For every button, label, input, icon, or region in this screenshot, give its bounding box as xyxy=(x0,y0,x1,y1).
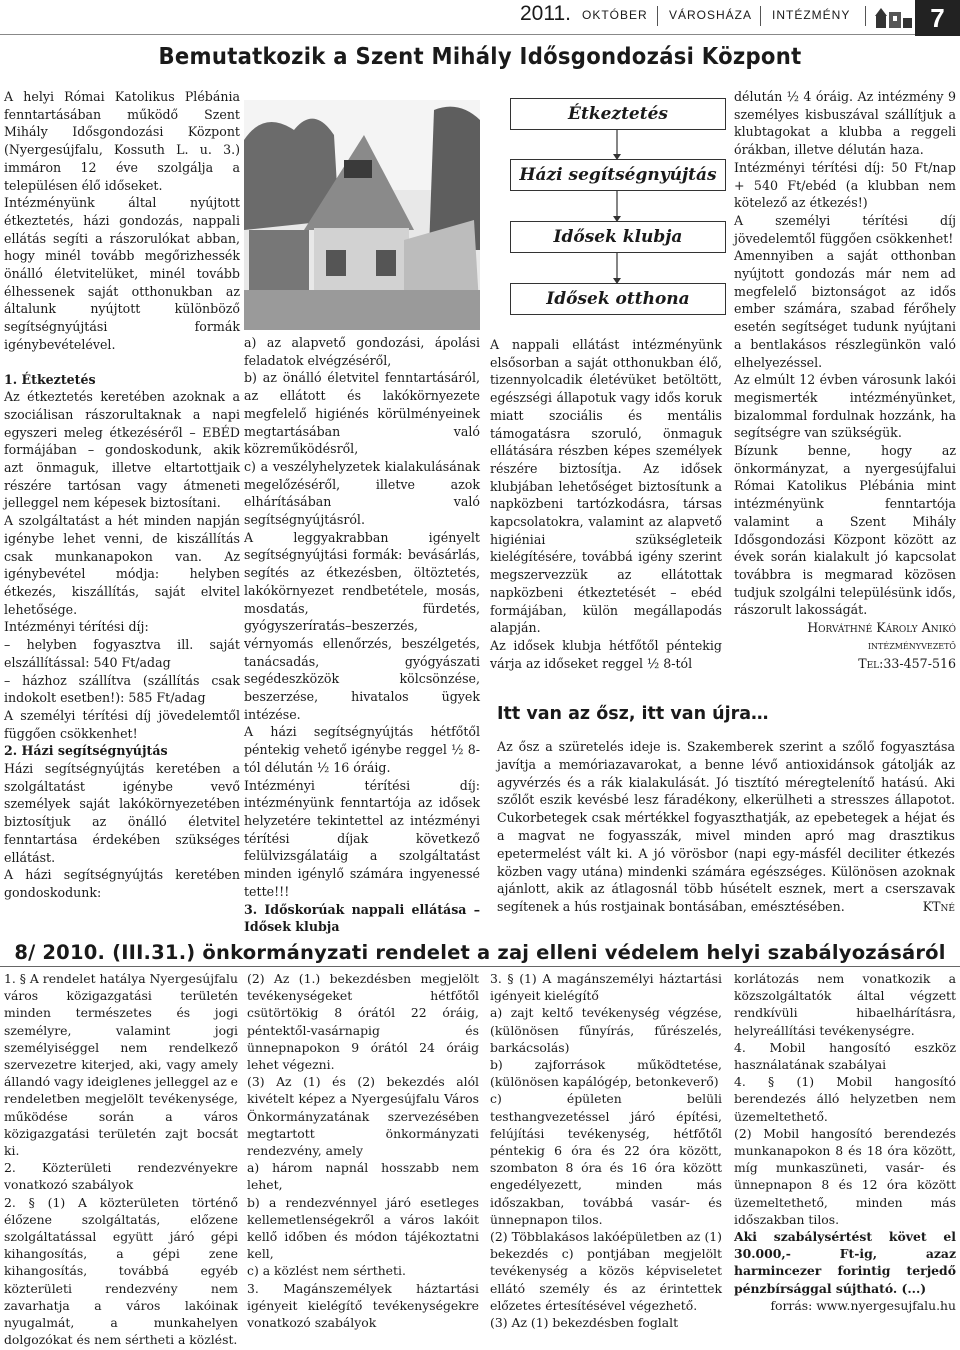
paragraph: b) a rendezvénnyel járó esetleges kellemetlenségekről a város lakóit kellő időben és módon tájékoztatni kell, xyxy=(247,1194,479,1262)
section-heading-klub: 3. Időskorúak nappali ellátása – Idősek klubja xyxy=(244,901,480,935)
paragraph: A leggyakrabban igényelt segítségnyújtási formák: bevásárlás, segítés az étkezésben, öltöztetés, lakókörnyezet rendbetétele, mosás, mosdatás, fürdetés, gyógyszeríratás–beszerzés, vérnyomás ellenőrzés, beszélgetés, tanácsadás, gyógyászati segédeszközök kölcsönzése, beszerzése, hivatalos ügyek intézése. xyxy=(244,529,480,722)
paragraph: 2. § (1) A közterületen történő élőzene szolgáltatás, előzene szolgáltatással együtt járó gépi kihangosítás, a gépi zene kihangosítás, továbbá egyéb közterületi rendezvény nem zavarhatja a város lakóinak nyugalmát, a munkahelyen dolgozókat és nem sértheti a közlést. xyxy=(4,1194,238,1348)
signature-role: intézményvezető xyxy=(867,638,956,652)
flow-box-klub: Idősek klubja xyxy=(510,221,726,253)
regulation-title: 8/ 2010. (III.31.) önkormányzati rendelet a zaj elleni védelem helyi szabályozásáról xyxy=(14,941,946,964)
paragraph: (3) Az (1) bekezdésben foglalt xyxy=(490,1315,679,1331)
signature-tel: Tel:33-457-516 xyxy=(858,655,956,671)
building-photo xyxy=(244,100,480,330)
paragraph: Intézményi térítési díj: intézményünk fenntartója az idősek helyzetére tekintettel az intézményi térítési díjak következő felülvizsgálatáig a szolgáltatást minden igénylő számára ingyenessé tette!!! xyxy=(244,777,480,899)
header-divider xyxy=(865,6,866,26)
paragraph: 3. § (1) A magánszemélyi háztartási igényeit kielégítő xyxy=(490,971,722,1004)
section-rule xyxy=(0,966,960,967)
paragraph: (2) Mobil hangosító berendezés munkanapokon 8 és 18 óra között, míg munkaszüneti, vasár- és ünnepnapon 8 és 12 óra között üzemeltethető, minden más időszakban tilos. xyxy=(734,1125,956,1227)
paragraph: Az elmúlt 12 évben városunk lakói megismerték intézményünket, bizalommal fordulnak hozzánk, ha segítségre van szükségük. xyxy=(734,372,956,441)
header-section-intezmeny: INTÉZMÉNY xyxy=(772,8,851,22)
sidebox-title: Itt van az ősz, itt van újra… xyxy=(497,704,769,724)
paragraph: 4. Mobil hangosító eszköz használatának szabályai xyxy=(734,1039,956,1073)
paragraph: Bízunk benne, hogy az önkormányzat, a nyergesújfalui Római Katolikus Plébánia mint intézményünk fenntartója valamint a Szent Mihály Idősgondozási Központ között az évek során kialakult jó kapcsolat továbbra is megmarad közösen tudjuk szolgálni településünk idős, rászorult lakosságát. xyxy=(734,443,956,618)
sidebox-body: Az ősz a szüretelés ideje is. Szakemberek szerint a szőlő fogyasztása javítja a memóriazavarokat, a benne lévő antioxidánsok gátolják az agyvérzés és a rák kialakulását. Jó tisztító méregtelenítő hatású. Aki szőlőt eszik kevésbé lesz fáradékony, elkerülheti a stresszes állapotot. Cukorbetegek csak mértékkel fogyaszthatják, az epebetegek a héjat és a magvat ne fogyasszák, mivel minden apró mag drasztikus epetermelést vált ki. A jó vörösbor (napi egy-másfél deciliter étkezés közben vagy utána) mindenki számára egészséges. Különösen azoknak ajánlott, akik az átlagosnál több húsételt esznek, mert a cserszavak segítenek a hús rostjainak bontásában, emésztésében. xyxy=(497,739,955,915)
paragraph: 4. § (1) Mobil hangosító berendezés álló helyzetben nem üzemeltethető. xyxy=(734,1074,956,1124)
regulation-column-2 xyxy=(247,970,479,1331)
header-rule xyxy=(0,34,915,35)
services-flow-diagram xyxy=(504,90,730,330)
paragraph: (2) Többlakásos lakóépületben az (1) bekezdés c) pontjában megjelölt tevékenység a közös képviseletet ellátó személy és az érintettek előzetes értesítésével végezhető. xyxy=(490,1229,722,1313)
paragraph: 2. Közterületi rendezvényekre vonatkozó szabályok xyxy=(4,1160,238,1193)
regulation-column-4 xyxy=(734,970,956,1314)
paragraph: A személyi térítési díj jövedelemtől függően csökkenhet! xyxy=(734,212,956,246)
paragraph: korlátozás nem vonatkozik a közszolgáltatók által végzett rendkívüli hibaelhárításra, helyreállítási tevékenységre. xyxy=(734,971,956,1038)
sidebox-signature: KTné xyxy=(922,899,955,915)
page-number: 7 xyxy=(915,0,960,36)
paragraph: a) az alapvető gondozási, ápolási feladatok elvégzéséről, xyxy=(244,335,480,368)
paragraph: Intézményi térítési díj: 50 Ft/nap + 540 Ft/ebéd (a klubban nem kötelező az étkezés!) xyxy=(734,159,956,211)
flow-box-hazi: Házi segítségnyújtás xyxy=(510,159,726,191)
paragraph: – helyben fogyasztva ill. saját elszállítással: 540 Ft/adag xyxy=(4,637,240,670)
paragraph: A nappali ellátást intézményünk elsősorban a saját otthonukban élő, tizennyolcadik életévüket betöltött, egészségi állapotuk vagy idős koruk miatt szociális és mentális támogatásra szoruló, önmaguk ellátására részben képes személyek részére biztosítja. Az idősek klubjában lehetőséget biztosítunk a napközbeni tartózkodásra, társas kapcsolatokra, valamint az alapvető higiéniai szükségleteik kielégítésére, továbbá igény szerint megszervezzük az ellátottak napközbeni étkeztetését – ebéd formájában, külön megállapodás alapján. xyxy=(490,337,722,636)
penalty-note: Aki szabálysértést követ el 30.000,- Ft-ig, azaz harmincezer forintig terjedő pénzbírsággal sújtható. (...) xyxy=(734,1229,956,1296)
paragraph: 3. Magánszemélyek háztartási igényeit kielégítő tevékenységekre vonatkozó szabályok xyxy=(247,1280,479,1331)
paragraph: A házi segítségnyújtás keretében gondoskodunk: xyxy=(4,867,240,900)
town-logo-icon xyxy=(874,2,914,30)
header-year: 2011. xyxy=(520,2,571,25)
article-column-4 xyxy=(734,88,956,672)
article-column-1 xyxy=(4,88,240,902)
paragraph: A személyi térítési díj jövedelemtől függően csökkenhet! xyxy=(4,707,240,741)
paragraph: b) az önálló életvitel fenntartásáról, az ellátott és lakókörnyezete megfelelő higiénés körülményeinek megtartásában való közreműködésről, xyxy=(244,370,480,457)
signature-name: Horváthné Károly Anikó xyxy=(807,620,956,636)
source-link[interactable]: forrás: www.nyergesujfalu.hu xyxy=(770,1297,956,1313)
paragraph: a) három napnál hosszabb nem lehet, xyxy=(247,1160,479,1193)
paragraph: Az idősek klubja hétfőtől péntekig várja az időseket reggel ½ 8-tól xyxy=(490,637,722,671)
paragraph: a) zajt keltő tevékenység végzése, (különösen fűnyírás, fűrészelés, barkácsolás) xyxy=(490,1005,722,1055)
paragraph: b) zajforrások működtetése, (különösen kapálógép, betonkeverő) xyxy=(490,1057,722,1090)
paragraph: délután ½ 4 óráig. Az intézmény 9 személyes kisbuszával szállítjuk a klubtagokat a klubba a reggeli órákban, illetve délután haza. xyxy=(734,89,956,158)
header-divider xyxy=(760,6,761,26)
paragraph: Intézményi térítési díj: xyxy=(4,619,149,635)
paragraph: Házi segítségnyújtás keretében a szolgáltatást igénybe vevő személyek saját lakókörnyezetében biztosítjuk az önálló életvitel fenntartása érdekében szükséges ellátást. xyxy=(4,761,240,865)
header-section-varoshaza: VÁROSHÁZA xyxy=(669,8,753,22)
paragraph: Az étkeztetés keretében azoknak a szociálisan rászorultaknak a napi egyszeri meleg étkezéséről – EBÉD formájában – gondoskodunk, akik azt önmaguk, illetve eltartottjaik részére tartósan vagy átmeneti jelleggel nem képesek biztosítani. xyxy=(4,389,240,511)
regulation-column-1 xyxy=(4,970,238,1348)
flow-box-otthon: Idősek otthona xyxy=(510,283,726,315)
header-month: OKTÓBER xyxy=(582,8,648,22)
section-heading-etkeztetes: 1. Étkeztetés xyxy=(4,371,96,387)
paragraph: Amennyiben a saját otthonban nyújtott gondozás már nem ad megfelelő biztonságot az idős ember számára, szabad férőhely esetén segítséget tudunk nyújtani a bentlakásos részlegünkön való elhelyezéssel. xyxy=(734,248,956,370)
paragraph: A helyi Római Katolikus Plébánia fenntartásában működő Szent Mihály Idősgondozási Központ (Nyergesújfalu, Kossuth L. u. 3.) immáron 12 éve szolgálja a településen élő időseket. xyxy=(4,89,240,193)
paragraph: A házi segítségnyújtás hétfőtől péntekig vehető igénybe reggel ½ 8-tól délután ½ 16 óráig. xyxy=(244,724,480,775)
paragraph: (3) Az (1) és (2) bekezdés alól kivételt képez a Nyergesújfalu Város Önkormányzatának szervezésében megtartott önkormányzati rendezvény, amely xyxy=(247,1074,479,1159)
page-header xyxy=(0,0,960,40)
article-title: Bemutatkozik a Szent Mihály Idősgondozási Központ xyxy=(158,44,802,70)
paragraph: c) épületen belüli testhangvezetéssel járó építési, felújítási tevékenység, hétfőtől péntekig 6 óra és 22 óra között, szombaton 8 óra és 16 óra között engedélyezett, minden más időszakban, továbbá vasár- és ünnepnapon tilos. xyxy=(490,1091,722,1227)
regulation-column-3 xyxy=(490,970,722,1331)
section-heading-hazi: 2. Házi segítségnyújtás xyxy=(4,743,168,759)
paragraph: Intézményünk által nyújtott étkeztetés, házi gondozás, nappali ellátás segíti a rászorulókat abban, hogy minél tovább megőrizhessék önálló életvitelüket, minél tovább élhessenek saját otthonukban az általunk nyújtott különböző segítségnyújtási formák igénybevételével. xyxy=(4,195,240,352)
paragraph: A szolgáltatást a hét minden napján igénybe lehet venni, de kiszállítás csak munkanapokon van. Az igénybevétel módja: helyben étkezés, kiszállítás, saját elvitel lehetősége. xyxy=(4,513,240,617)
article-column-2 xyxy=(244,334,480,936)
article-column-3 xyxy=(490,336,722,672)
paragraph: c) a közlést nem sértheti. xyxy=(247,1263,406,1279)
header-divider xyxy=(657,6,658,26)
flow-box-etkeztetes: Étkeztetés xyxy=(510,98,726,130)
paragraph: – házhoz szállítva (szállítás csak indokolt esetben!): 585 Ft/adag xyxy=(4,672,240,706)
paragraph: (2) Az (1.) bekezdésben megjelölt tevékenységeket hétfőtől csütörtökig 8 órától 22 óráig, péntektől-vasárnapig és ünnepnapokon 9 órától 24 óráig lehet végezni. xyxy=(247,971,479,1073)
paragraph: c) a veszélyhelyzetek kialakulásának megelőzéséről, illetve azok elhárításában való segítségnyújtásról. xyxy=(244,458,480,528)
paragraph: 1. § A rendelet hatálya Nyergesújfalu város közigazgatási területén minden természetes és jogi személyre, valamint jogi személyiséggel nem rendelkező szervezetre kiterjed, aki, vagy amely állandó vagy ideiglenes jelleggel az e rendeletben megjelölt tevékenysége, működése során a város közigazgatási területén zajt bocsát ki. xyxy=(4,971,239,1159)
sidebox-text xyxy=(497,738,955,916)
